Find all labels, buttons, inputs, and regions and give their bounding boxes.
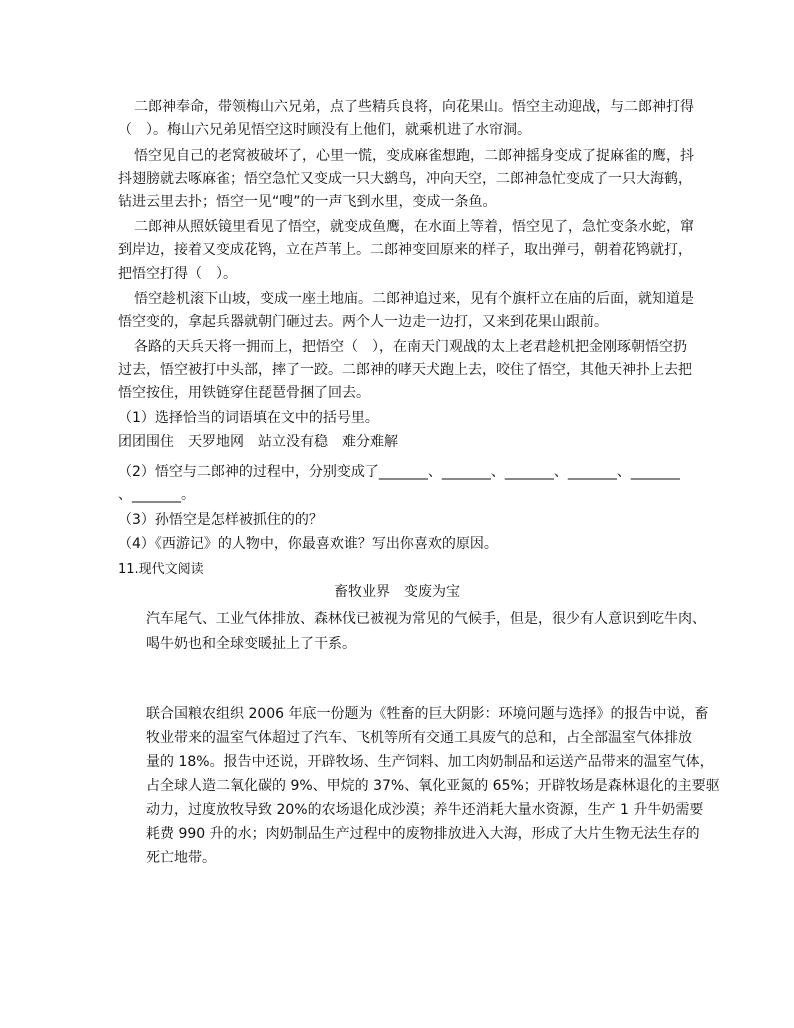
story-line: 过去，悟空被打中头部，摔了一跤。二郎神的哮天犬跑上去，咬住了悟空，其他天神扑上去把 [118, 362, 692, 378]
question-3: （3）孙悟空是怎样被抓住的的？ [118, 512, 323, 528]
story-line: （ ）。梅山六兄弟见悟空这时顾没有上他们，就乘机进了水帘洞。 [118, 122, 531, 138]
story-line: 钻进云里去扑；悟空一见“嗖”的一声飞到水里，变成一条鱼。 [118, 194, 497, 210]
section-heading: 11.现代文阅读 [118, 562, 204, 577]
article-title: 畜牧业界 变废为宝 [334, 584, 460, 600]
question-4: （4）《西游记》的人物中，你最喜欢谁？写出你喜欢的原因。 [118, 536, 498, 552]
question-1: （1）选择恰当的词语填在文中的括号里。 [118, 410, 379, 426]
body-line: 动力，过度放牧导致 20%的农场退化成沙漠；养牛还消耗大量水资源，生产 1 升牛奶需要 [146, 802, 704, 818]
body-line: 耗费 990 升的水；肉奶制品生产过程中的废物排放进入大海，形成了大片生物无法生存的 [146, 826, 700, 842]
story-line: 悟空趁机滚下山坡，变成一座土地庙。二郎神追过来，见有个旗杆立在庙的后面，就知道是 [134, 291, 694, 307]
intro-line: 汽车尾气、工业气体排放、森林伐已被视为常见的气候手，但是，很少有人意识到吃牛肉、 [146, 611, 706, 627]
body-line: 联合国粮农组织 2006 年底一份题为《牲畜的巨大阴影：环境问题与选择》的报告中说，畜 [146, 706, 709, 722]
body-line: 量的 18%。报告中还说，开辟牧场、生产饲料、加工肉奶制品和运送产品带来的温室气体， [146, 754, 714, 770]
story-line: 到岸边，接着又变成花鸨，立在芦苇上。二郎神变回原来的样子，取出弹弓，朝着花鸨就打， [118, 242, 692, 258]
story-line: 二郎神从照妖镜里看见了悟空，就变成鱼鹰，在水面上等着，悟空见了，急忙变条水蛇，窜 [134, 219, 694, 235]
story-line: 各路的天兵天将一拥而上，把悟空（ ），在南天门观战的太上老君趁机把金刚琢朝悟空扔 [134, 339, 687, 355]
story-line: 二郎神奉命，带领梅山六兄弟，点了些精兵良将，向花果山。悟空主动迎战，与二郎神打得 [134, 99, 694, 115]
question-2-continued: 、_______。 [118, 487, 195, 503]
story-line: 悟空按住，用铁链穿住琵琶骨捆了回去。 [118, 385, 370, 401]
story-line: 悟空见自己的老窝被破坏了，心里一慌，变成麻雀想跑，二郎神摇身变成了捉麻雀的鹰，抖 [134, 148, 694, 164]
body-line: 牧业带来的温室气体超过了汽车、飞机等所有交通工具废气的总和，占全部温室气体排放 [146, 730, 692, 746]
body-line: 占全球人造二氧化碳的 9%、甲烷的 37%、氧化亚氮的 65%；开辟牧场是森林退化的主要驱 [146, 778, 720, 794]
intro-line: 喝牛奶也和全球变暖扯上了干系。 [146, 636, 356, 652]
story-line: 把悟空打得（ ）。 [118, 266, 237, 282]
question-2: （2）悟空与二郎神的过程中，分别变成了_______、_______、_______、_______、_______ [118, 464, 680, 480]
story-line: 悟空变的，拿起兵器就朝门砸过去。两个人一边走一边打，又来到花果山跟前。 [118, 314, 608, 330]
answer-options: 团团围住 天罗地网 站立没有稳 难分难解 [118, 434, 398, 450]
story-line: 抖翅膀就去啄麻雀；悟空急忙又变成一只大鹚鸟，冲向天空，二郎神急忙变成了一只大海鹤， [118, 171, 692, 187]
body-line: 死亡地带。 [146, 850, 216, 866]
